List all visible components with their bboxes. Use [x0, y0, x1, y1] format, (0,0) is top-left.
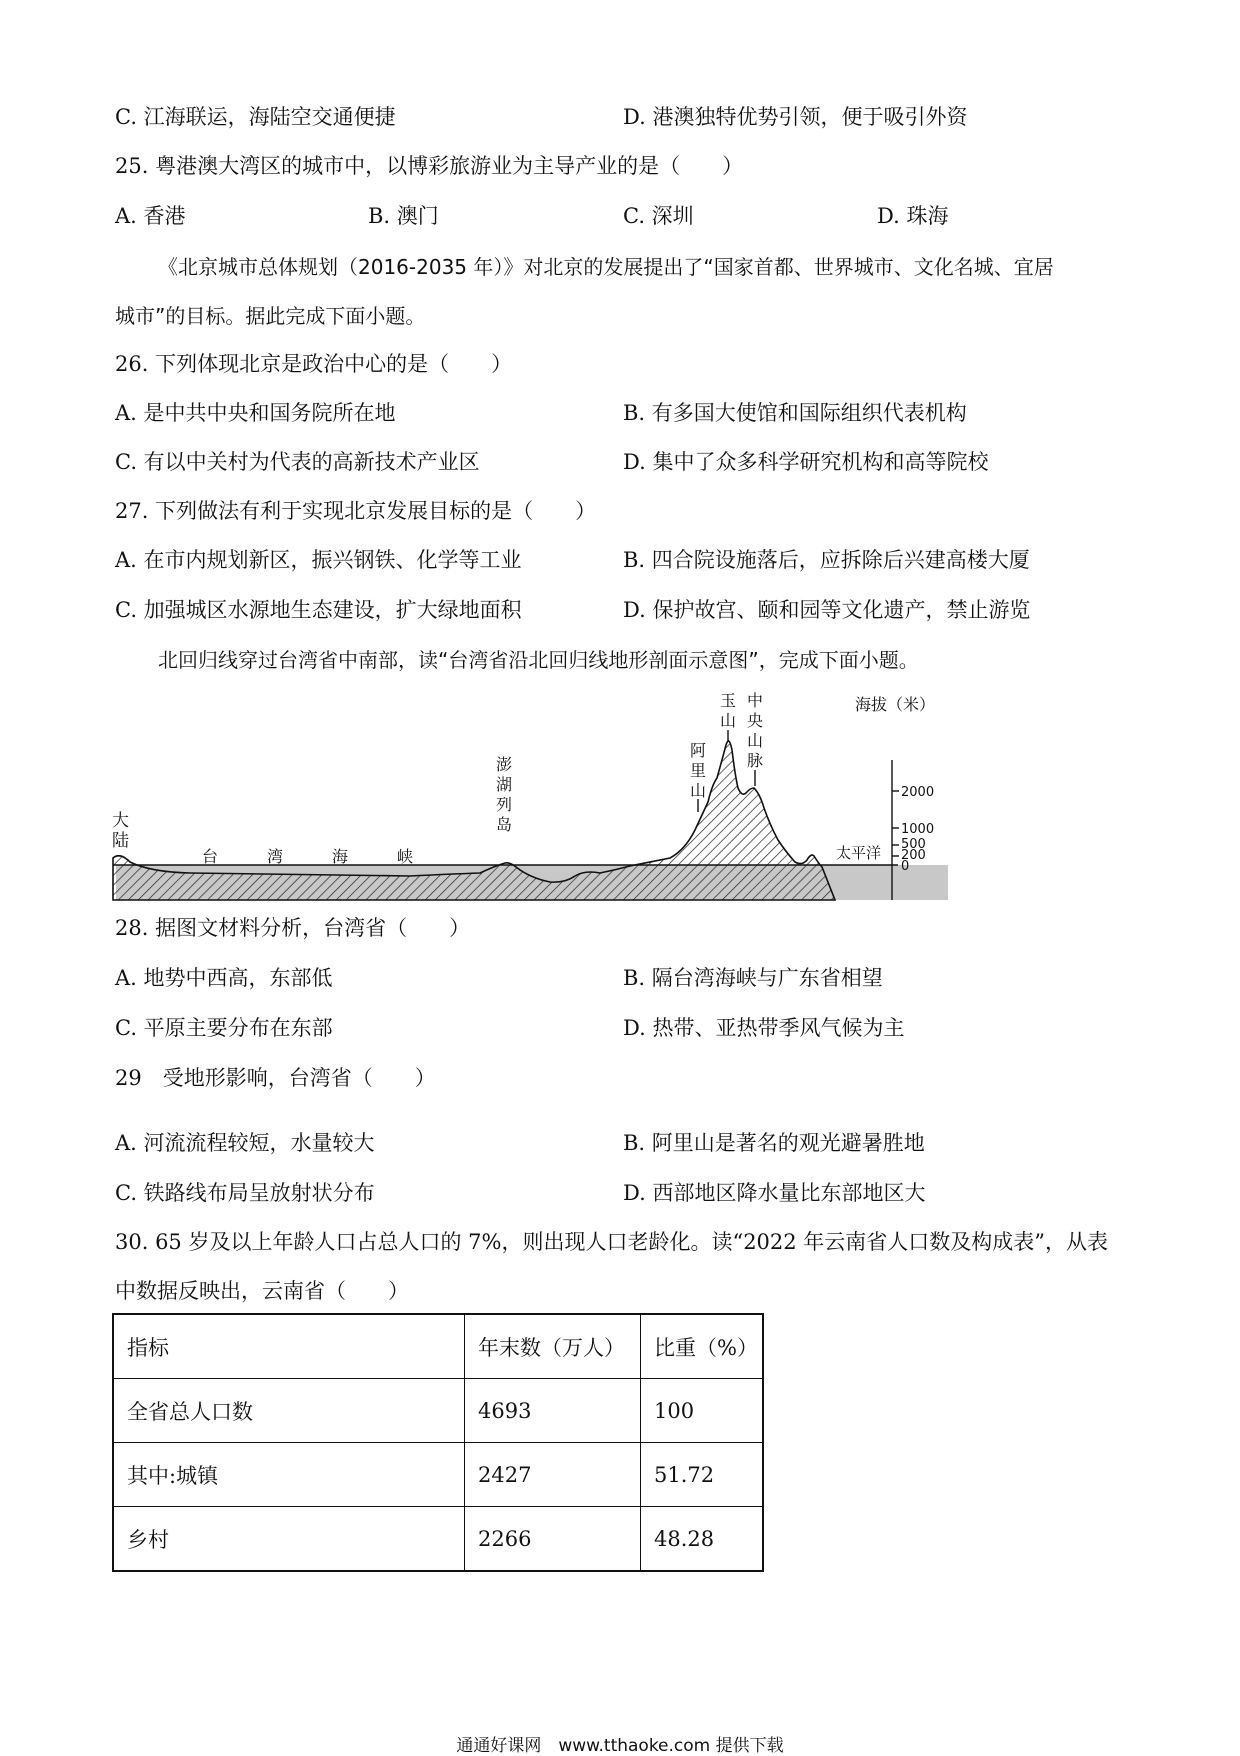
q30-stem-line1: 30. 65 岁及以上年龄人口占总人口的 7%，则出现人口老龄化。读“2022 年云南省人口数及构成表”，从表	[115, 1230, 1109, 1254]
label-pacific: 太平洋	[836, 844, 882, 862]
label-strait-4: 峡	[397, 847, 414, 866]
table-row	[113, 1443, 763, 1507]
tick-1000: 1000	[901, 822, 935, 837]
table-row	[113, 1379, 763, 1443]
table-cell: 100	[641, 1379, 764, 1443]
q25-stem: 25. 粤港澳大湾区的城市中，以博彩旅游业为主导产业的是（ ）	[115, 154, 744, 178]
label-central-3: 山	[747, 731, 764, 750]
label-central-4: 脉	[747, 751, 764, 770]
beijing-intro-line2: 城市”的目标。据此完成下面小题。	[115, 304, 426, 328]
label-penghu-4: 岛	[496, 815, 513, 834]
table-cell: 乡村	[113, 1507, 465, 1572]
q29-stem: 29 受地形影响，台湾省（ ）	[115, 1066, 436, 1090]
q24-option-c: C. 江海联运，海陆空交通便捷	[115, 105, 396, 129]
axis-title: 海拔（米）	[855, 695, 936, 714]
label-penghu-2: 湖	[496, 775, 513, 794]
q27-option-b: B. 四合院设施落后，应拆除后兴建高楼大厦	[623, 548, 1030, 572]
q29-option-b: B. 阿里山是著名的观光避暑胜地	[623, 1131, 925, 1155]
population-table	[112, 1313, 764, 1572]
q26-stem: 26. 下列体现北京是政治中心的是（ ）	[115, 352, 513, 376]
q25-option-b: B. 澳门	[368, 204, 439, 228]
q28-option-a: A. 地势中西高，东部低	[115, 966, 333, 990]
label-yushan-1: 玉	[720, 691, 737, 710]
table-header-cell: 比重（%）	[641, 1314, 764, 1379]
table-cell: 全省总人口数	[113, 1379, 465, 1443]
label-alishan-2: 里	[690, 761, 707, 780]
tick-200: 200	[901, 848, 926, 863]
label-penghu-1: 澎	[496, 755, 513, 774]
q26-option-c: C. 有以中关村为代表的高新技术产业区	[115, 450, 480, 474]
q25-option-a: A. 香港	[115, 204, 186, 228]
q24-option-d: D. 港澳独特优势引领，便于吸引外资	[623, 105, 968, 129]
taiwan-intro: 北回归线穿过台湾省中南部，读“台湾省沿北回归线地形剖面示意图”，完成下面小题。	[158, 648, 919, 672]
label-dalu-2: 陆	[112, 831, 129, 851]
q25-option-c: C. 深圳	[623, 204, 694, 228]
terrain-profile-figure	[110, 690, 936, 900]
table-header-row	[113, 1314, 763, 1379]
q29-option-c: C. 铁路线布局呈放射状分布	[115, 1181, 375, 1205]
label-penghu-3: 列	[496, 795, 513, 814]
label-central-1: 中	[747, 691, 764, 710]
tick-0: 0	[901, 859, 910, 874]
q28-option-c: C. 平原主要分布在东部	[115, 1016, 333, 1040]
q29-option-a: A. 河流流程较短，水量较大	[115, 1131, 375, 1155]
q25-option-d: D. 珠海	[877, 204, 949, 228]
q26-option-b: B. 有多国大使馆和国际组织代表机构	[623, 401, 967, 425]
q28-stem: 28. 据图文材料分析，台湾省（ ）	[115, 916, 471, 940]
label-strait-3: 海	[332, 847, 349, 866]
q27-option-c: C. 加强城区水源地生态建设，扩大绿地面积	[115, 598, 522, 622]
label-strait-2: 湾	[267, 847, 284, 866]
q26-option-d: D. 集中了众多科学研究机构和高等院校	[623, 450, 989, 474]
label-alishan-1: 阿	[690, 741, 707, 760]
q27-option-d: D. 保护故宫、颐和园等文化遗产，禁止游览	[623, 598, 1031, 622]
table-row	[113, 1507, 763, 1572]
q29-option-d: D. 西部地区降水量比东部地区大	[623, 1181, 926, 1205]
table-cell: 4693	[465, 1379, 641, 1443]
q27-option-a: A. 在市内规划新区，振兴钢铁、化学等工业	[115, 548, 522, 572]
label-central-2: 央	[747, 711, 764, 730]
label-alishan-3: 山	[690, 781, 707, 800]
tick-500: 500	[901, 837, 926, 852]
tick-2000: 2000	[901, 785, 935, 800]
table-header-cell: 指标	[113, 1314, 465, 1379]
label-yushan-2: 山	[720, 711, 737, 730]
table-cell: 2266	[465, 1507, 641, 1572]
q26-option-a: A. 是中共中央和国务院所在地	[115, 401, 396, 425]
label-strait-1: 台	[202, 847, 219, 866]
table-cell: 51.72	[641, 1443, 764, 1507]
q30-stem-line2: 中数据反映出，云南省（ ）	[115, 1279, 409, 1303]
terrain-land	[113, 741, 835, 900]
q27-stem: 27. 下列做法有利于实现北京发展目标的是（ ）	[115, 499, 597, 523]
table-cell: 其中:城镇	[113, 1443, 465, 1507]
table-header-cell: 年末数（万人）	[465, 1314, 641, 1379]
label-dalu-1: 大	[112, 811, 129, 831]
table-cell: 48.28	[641, 1507, 764, 1572]
q28-option-d: D. 热带、亚热带季风气候为主	[623, 1016, 905, 1040]
table-cell: 2427	[465, 1443, 641, 1507]
q28-option-b: B. 隔台湾海峡与广东省相望	[623, 966, 883, 990]
beijing-intro-line1: 《北京城市总体规划（2016-2035 年）》对北京的发展提出了“国家首都、世界城市、文化名城、宜居	[158, 255, 1054, 279]
page-footer: 通通好课网 www.tthaoke.com 提供下载	[456, 1736, 784, 1756]
